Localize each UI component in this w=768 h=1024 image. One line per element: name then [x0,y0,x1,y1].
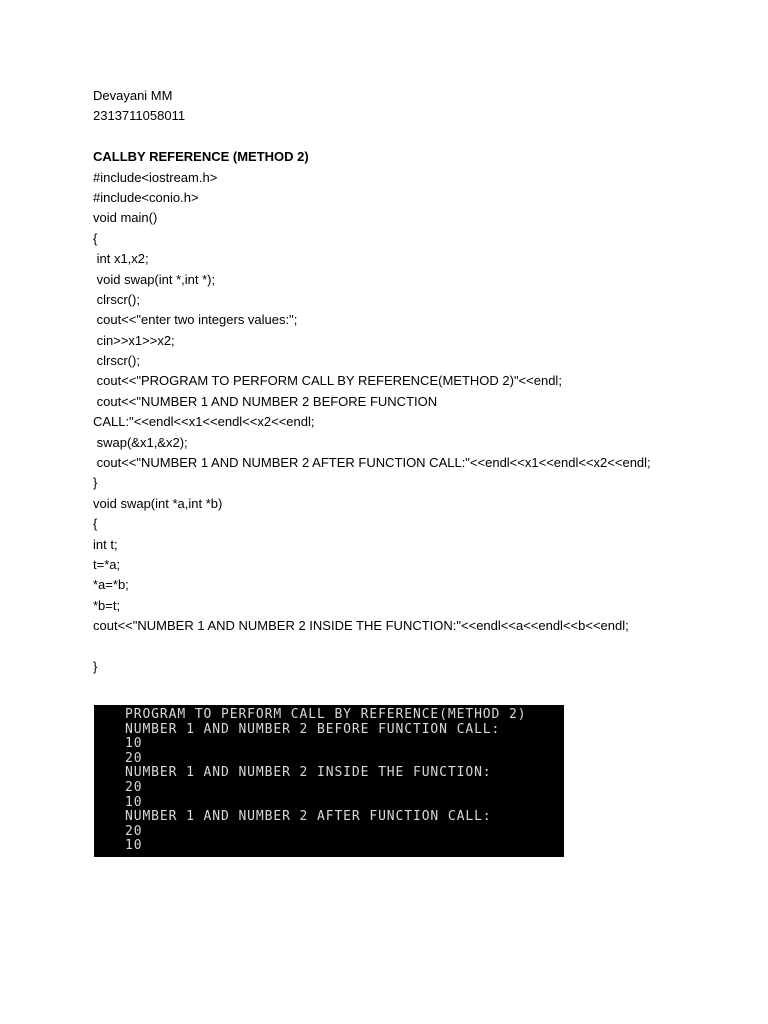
code-line: cout<<"NUMBER 1 AND NUMBER 2 BEFORE FUNCTION [93,393,438,409]
code-line: clrscr(); [93,353,140,369]
code-line: #include<iostream.h> [93,169,218,185]
code-line: cout<<"PROGRAM TO PERFORM CALL BY REFERENCE(METHOD 2)"<<endl; [93,373,562,389]
code-line: void swap(int *a,int *b) [93,495,223,511]
code-line: } [93,658,98,674]
console-line: 10 [125,838,143,854]
code-line: int t; [93,536,118,552]
console-output-screenshot [94,705,564,857]
code-listing [93,168,733,678]
code-line: CALL:"<<endl<<x1<<endl<<x2<<endl; [93,414,315,430]
code-line: { [93,230,98,246]
code-line: cout<<"NUMBER 1 AND NUMBER 2 AFTER FUNCTION CALL:"<<endl<<x1<<endl<<x2<<endl; [93,455,651,471]
code-line: clrscr(); [93,291,140,307]
console-line: PROGRAM TO PERFORM CALL BY REFERENCE(METHOD 2) [125,707,527,722]
code-line: *b=t; [93,597,121,613]
console-line: 20 [125,780,143,795]
code-line: *a=*b; [93,577,129,593]
console-line: 10 [125,794,143,810]
author-name: Devayani MM [93,88,173,103]
spacer [93,127,733,147]
code-line: void main() [93,210,158,226]
code-line [93,637,733,657]
code-line: cout<<"NUMBER 1 AND NUMBER 2 INSIDE THE FUNCTION:"<<endl<<a<<endl<<b<<endl; [93,618,629,634]
console-line: 20 [125,750,143,766]
code-line: swap(&x1,&x2); [93,434,188,450]
code-line: #include<conio.h> [93,189,199,205]
console-line: NUMBER 1 AND NUMBER 2 BEFORE FUNCTION CALL: [125,721,501,737]
code-line: cin>>x1>>x2; [93,332,175,348]
console-line: 20 [125,823,143,839]
console-line: 10 [125,736,143,752]
code-line: int x1,x2; [93,251,149,267]
author-id: 2313711058011 [93,108,186,124]
console-line: NUMBER 1 AND NUMBER 2 AFTER FUNCTION CALL: [125,809,492,825]
code-line: } [93,475,98,491]
code-line: cout<<"enter two integers values:"; [93,312,298,328]
section-heading: CALLBY REFERENCE (METHOD 2) [93,149,309,165]
code-line: { [93,516,98,532]
code-line: t=*a; [93,556,121,572]
document-body [93,86,733,677]
code-line: void swap(int *,int *); [93,271,216,287]
console-line: NUMBER 1 AND NUMBER 2 INSIDE THE FUNCTION: [125,765,492,781]
